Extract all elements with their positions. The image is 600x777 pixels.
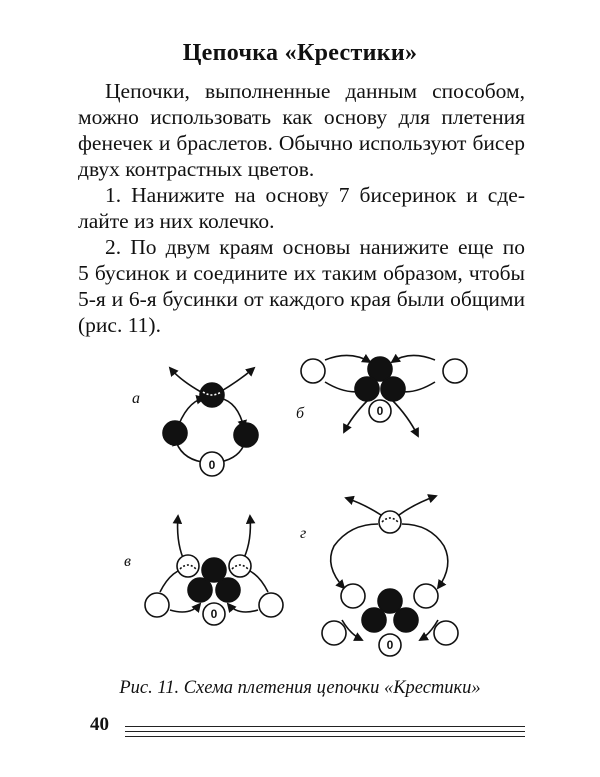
step1-line-1: 1. Нанижите на основу 7 бисеринок и сде- [105, 183, 525, 207]
intro-line-2: можно использовать как основу для плетения [78, 105, 525, 129]
bead-number: 0 [208, 458, 216, 472]
bead-weaving-diagram [0, 345, 600, 675]
diagram-g [322, 496, 458, 656]
bead-number: 0 [376, 404, 384, 418]
bead-half [177, 555, 199, 577]
footer-rule [125, 736, 525, 737]
footer-rule [125, 726, 525, 727]
step2-line-1: 2. По двум краям основы нанижите еще по [105, 235, 525, 259]
intro-line-1: Цепочки, выполненные данным способом, [105, 79, 525, 103]
label-g: г [300, 525, 307, 542]
bead-dark [355, 377, 379, 401]
bead-light [322, 621, 346, 645]
label-a: а [132, 390, 140, 407]
bead-light [301, 359, 325, 383]
bead-dark [163, 421, 187, 445]
bead-light [341, 584, 365, 608]
step2-line-4: (рис. 11). [78, 313, 161, 337]
bead-light [443, 359, 467, 383]
label-v: в [124, 553, 131, 570]
bead-half [229, 555, 251, 577]
bead-light [259, 593, 283, 617]
intro-line-4: двух контрастных цветов. [78, 157, 315, 181]
bead-dark [234, 423, 258, 447]
page-title: Цепочка «Крестики» [182, 40, 418, 66]
bead-light [434, 621, 458, 645]
step2-line-2: 5 бусинок и соедините их таким образом, чтобы [78, 261, 525, 285]
bead-number: 0 [386, 638, 394, 652]
diagram-b [301, 355, 467, 436]
footer-rule [125, 731, 525, 732]
label-b: б [296, 405, 305, 422]
figure-caption: Рис. 11. Схема плетения цепочки «Крестики» [119, 678, 481, 698]
step1-line-2: лайте из них колечко. [78, 209, 275, 233]
bead-dark [394, 608, 418, 632]
page-number: 40 [90, 714, 109, 735]
bead-dark [362, 608, 386, 632]
bead-dark [381, 377, 405, 401]
bead-dark [378, 589, 402, 613]
bead-light [145, 593, 169, 617]
bead-dark [202, 558, 226, 582]
bead-dark [188, 578, 212, 602]
intro-line-3: фенечек и браслетов. Обычно используют бисер [78, 131, 525, 155]
bead-light [414, 584, 438, 608]
step2-line-3: 5-я и 6-я бусинки от каждого края были общими [78, 287, 525, 311]
bead-dark [216, 578, 240, 602]
bead-number: 0 [210, 607, 218, 621]
